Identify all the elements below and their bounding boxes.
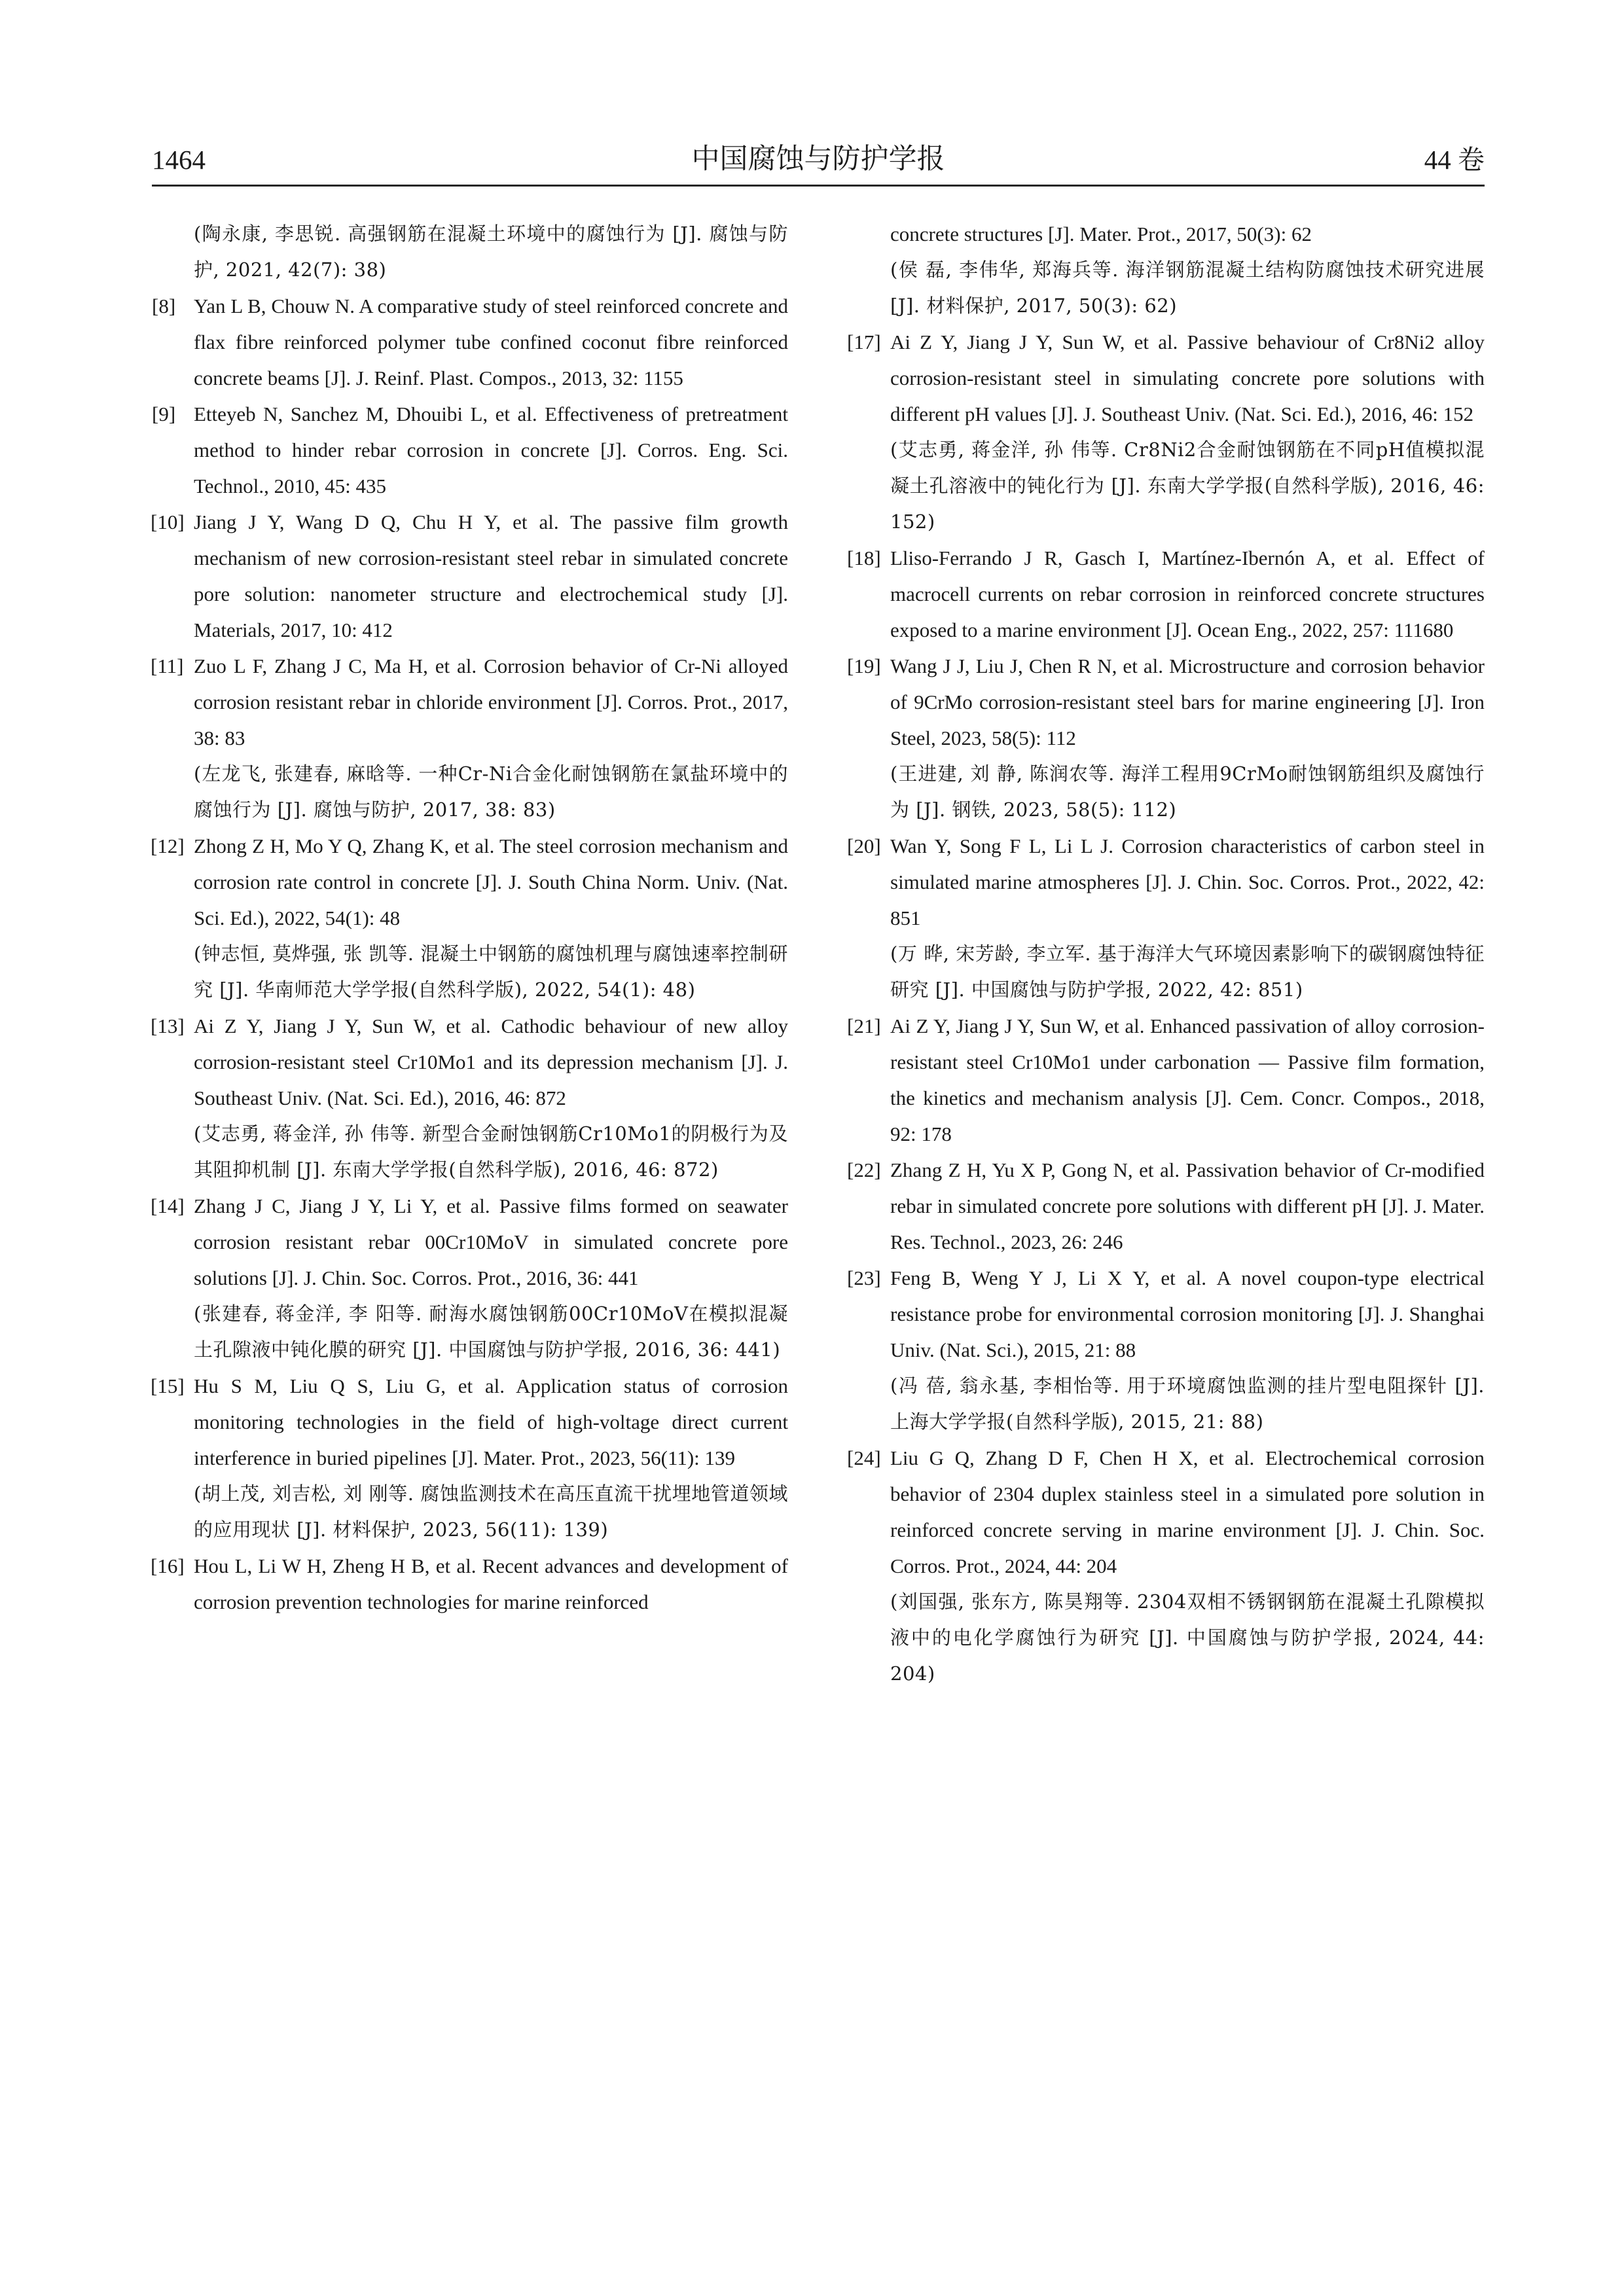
reference-zh: (万 晔, 宋芳龄, 李立军. 基于海洋大气环境因素影响下的碳钢腐蚀特征研究 [J]. 中国腐蚀与防护学报, 2022, 42: 851) <box>890 942 1485 1001</box>
reference-en: Zhang J C, Jiang J Y, Li Y, et al. Passive films formed on seawater corrosion resistant rebar 00Cr10MoV in simulated concrete pore solutions [J]. J. Chin. Soc. Corros. Prot., 2016, 36: 441 <box>194 1194 788 1289</box>
reference-number: [16] <box>151 1554 185 1577</box>
reference-24 <box>848 1440 1485 1692</box>
reference-number: [17] <box>847 331 881 353</box>
reference-en: Jiang J Y, Wang D Q, Chu H Y, et al. The passive film growth mechanism of new corrosion-resistant steel rebar in simulated concrete pore solution: nanometer structure and electrochemical study [J]. Materials, 2017, 10: 412 <box>194 511 788 641</box>
reference-en: Zuo L F, Zhang J C, Ma H, et al. Corrosion behavior of Cr-Ni alloyed corrosion resistant rebar in chloride environment [J]. Corros. Prot., 2017, 38: 83 <box>194 655 788 749</box>
reference-zh: (侯 磊, 李伟华, 郑海兵等. 海洋钢筋混凝土结构防腐蚀技术研究进展 [J]. 材料保护, 2017, 50(3): 62) <box>890 259 1485 317</box>
reference-14 <box>152 1188 788 1368</box>
reference-en: Wan Y, Song F L, Li L J. Corrosion characteristics of carbon steel in simulated marine atmospheres [J]. J. Chin. Soc. Corros. Prot., 2022, 42: 851 <box>890 834 1485 929</box>
reference-en: Wang J J, Liu J, Chen R N, et al. Microstructure and corrosion behavior of 9CrMo corrosion-resistant steel bars for marine engineering [J]. Iron Steel, 2023, 58(5): 112 <box>890 655 1485 749</box>
reference-number: [8] <box>152 295 176 317</box>
reference-number: [11] <box>151 655 184 677</box>
reference-15 <box>152 1368 788 1548</box>
reference-en: Liu G Q, Zhang D F, Chen H X, et al. Electrochemical corrosion behavior of 2304 duplex stainless steel in a simulated pore solution in reinforced concrete serving in marine environment [J]. J. Chin. Soc. Corros. Prot., 2024, 44: 204 <box>890 1446 1485 1577</box>
references-right-column <box>848 216 1485 1692</box>
reference-en: Ai Z Y, Jiang J Y, Sun W, et al. Passive behaviour of Cr8Ni2 alloy corrosion-resistant steel in simulating concrete pore solutions with different pH values [J]. J. Southeast Univ. (Nat. Sci. Ed.), 2016, 46: 152 <box>890 331 1485 425</box>
reference-number: [19] <box>847 655 881 677</box>
page-number: 1464 <box>152 145 206 175</box>
reference-9 <box>152 396 788 504</box>
reference-number: [14] <box>151 1194 185 1217</box>
reference-23 <box>848 1260 1485 1440</box>
reference-8 <box>152 288 788 396</box>
reference-zh: (陶永康, 李思锐. 高强钢筋在混凝土环境中的腐蚀行为 [J]. 腐蚀与防护, 2021, 42(7): 38) <box>194 223 788 281</box>
reference-number: [20] <box>847 834 881 857</box>
reference-number: [21] <box>847 1014 881 1037</box>
reference-number: [12] <box>151 834 185 857</box>
reference-en: Zhang Z H, Yu X P, Gong N, et al. Passivation behavior of Cr-modified rebar in simulated concrete pore solutions with different pH [J]. J. Mater. Res. Technol., 2023, 26: 246 <box>890 1158 1485 1253</box>
reference-13 <box>152 1008 788 1188</box>
reference-en: Zhong Z H, Mo Y Q, Zhang K, et al. The steel corrosion mechanism and corrosion rate control in concrete [J]. J. South China Norm. Univ. (Nat. Sci. Ed.), 2022, 54(1): 48 <box>194 834 788 929</box>
reference-20 <box>848 828 1485 1008</box>
journal-title: 中国腐蚀与防护学报 <box>691 144 945 175</box>
reference-en: Feng B, Weng Y J, Li X Y, et al. A novel coupon-type electrical resistance probe for environmental corrosion monitoring [J]. J. Shanghai Univ. (Nat. Sci.), 2015, 21: 88 <box>890 1266 1485 1361</box>
reference-number: [15] <box>151 1374 185 1397</box>
reference-number: [9] <box>152 403 176 425</box>
reference-number: [23] <box>847 1266 881 1289</box>
reference-zh: (艾志勇, 蒋金洋, 孙 伟等. Cr8Ni2合金耐蚀钢筋在不同pH值模拟混凝土孔溶液中的钝化行为 [J]. 东南大学学报(自然科学版), 2016, 46: 152) <box>890 439 1485 533</box>
reference-11 <box>152 648 788 828</box>
reference-7-continued <box>152 216 788 288</box>
reference-zh: (王进建, 刘 静, 陈润农等. 海洋工程用9CrMo耐蚀钢筋组织及腐蚀行为 [J]. 钢铁, 2023, 58(5): 112) <box>890 762 1485 821</box>
reference-number: [22] <box>847 1158 881 1181</box>
reference-zh: (钟志恒, 莫烨强, 张 凯等. 混凝土中钢筋的腐蚀机理与腐蚀速率控制研究 [J]. 华南师范大学学报(自然科学版), 2022, 54(1): 48) <box>194 942 788 1001</box>
reference-17 <box>848 324 1485 540</box>
reference-zh: (冯 蓓, 翁永基, 李相怡等. 用于环境腐蚀监测的挂片型电阻探针 [J]. 上海大学学报(自然科学版), 2015, 21: 88) <box>890 1374 1485 1433</box>
reference-21 <box>848 1008 1485 1152</box>
reference-number: [18] <box>847 547 881 569</box>
reference-16-continued <box>848 216 1485 324</box>
reference-en: Ai Z Y, Jiang J Y, Sun W, et al. Enhanced passivation of alloy corrosion-resistant steel Cr10Mo1 under carbonation — Passive film formation, the kinetics and mechanism analysis [J]. Cem. Concr. Compos., 2018, 92: 178 <box>890 1014 1485 1145</box>
running-header <box>152 137 1485 187</box>
reference-en: Hu S M, Liu Q S, Liu G, et al. Application status of corrosion monitoring technologies in the field of high-voltage direct current interference in buried pipelines [J]. Mater. Prot., 2023, 56(11): 139 <box>194 1374 788 1469</box>
reference-zh: (刘国强, 张东方, 陈昊翔等. 2304双相不锈钢钢筋在混凝土孔隙模拟液中的电化学腐蚀行为研究 [J]. 中国腐蚀与防护学报, 2024, 44: 204) <box>890 1590 1485 1685</box>
references-left-column <box>152 216 788 1620</box>
reference-18 <box>848 540 1485 648</box>
reference-en: Etteyeb N, Sanchez M, Dhouibi L, et al. Effectiveness of pretreatment method to hinder rebar corrosion in concrete [J]. Corros. Eng. Sci. Technol., 2010, 45: 435 <box>194 403 788 497</box>
reference-19 <box>848 648 1485 828</box>
reference-number: [24] <box>847 1446 881 1469</box>
reference-12 <box>152 828 788 1008</box>
reference-number: [10] <box>151 511 185 533</box>
reference-en: concrete structures [J]. Mater. Prot., 2017, 50(3): 62 <box>890 223 1312 245</box>
reference-zh: (张建春, 蒋金洋, 李 阳等. 耐海水腐蚀钢筋00Cr10MoV在模拟混凝土孔隙液中钝化膜的研究 [J]. 中国腐蚀与防护学报, 2016, 36: 441) <box>194 1302 788 1361</box>
reference-10 <box>152 504 788 648</box>
reference-en: Yan L B, Chouw N. A comparative study of steel reinforced concrete and flax fibre reinforced polymer tube confined coconut fibre reinforced concrete beams [J]. J. Reinf. Plast. Compos., 2013, 32: 1155 <box>194 295 788 389</box>
reference-zh: (胡上茂, 刘吉松, 刘 刚等. 腐蚀监测技术在高压直流干扰埋地管道领域的应用现状 [J]. 材料保护, 2023, 56(11): 139) <box>194 1482 788 1541</box>
reference-en: Ai Z Y, Jiang J Y, Sun W, et al. Cathodic behaviour of new alloy corrosion-resistant steel Cr10Mo1 and its depression mechanism [J]. J. Southeast Univ. (Nat. Sci. Ed.), 2016, 46: 872 <box>194 1014 788 1109</box>
reference-22 <box>848 1152 1485 1260</box>
reference-en: Hou L, Li W H, Zheng H B, et al. Recent advances and development of corrosion prevention technologies for marine reinforced <box>194 1554 788 1613</box>
reference-zh: (左龙飞, 张建春, 麻晗等. 一种Cr-Ni合金化耐蚀钢筋在氯盐环境中的腐蚀行为 [J]. 腐蚀与防护, 2017, 38: 83) <box>194 762 788 821</box>
reference-zh: (艾志勇, 蒋金洋, 孙 伟等. 新型合金耐蚀钢筋Cr10Mo1的阴极行为及其阻抑机制 [J]. 东南大学学报(自然科学版), 2016, 46: 872) <box>194 1122 788 1181</box>
reference-number: [13] <box>151 1014 185 1037</box>
reference-en: Lliso-Ferrando J R, Gasch I, Martínez-Ibernón A, et al. Effect of macrocell currents on rebar corrosion in reinforced concrete structures exposed to a marine environment [J]. Ocean Eng., 2022, 257: 111680 <box>890 547 1485 641</box>
volume-label: 44 卷 <box>1424 145 1485 175</box>
reference-16 <box>152 1548 788 1620</box>
